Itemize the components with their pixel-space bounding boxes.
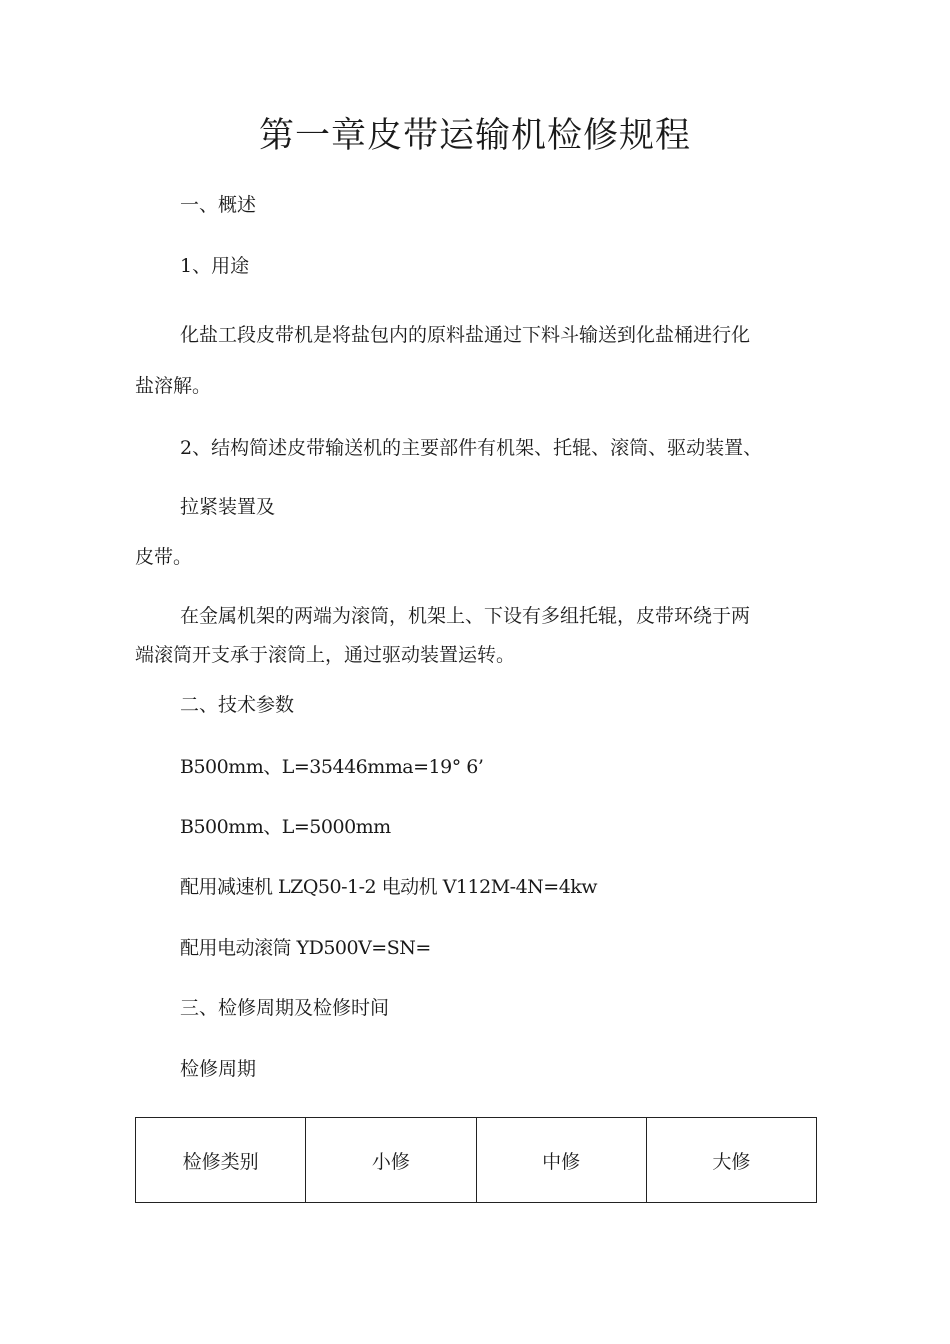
structure-text-line-2: 拉紧装置及 [180, 496, 276, 518]
usage-text-line-1: 化盐工段皮带机是将盐包内的原料盐通过下料斗输送到化盐桶进行化 [180, 324, 751, 346]
maintenance-period-table [135, 1117, 817, 1203]
table-cell-category: 检修类别 [136, 1118, 306, 1203]
parameter-line-1: B500mm、L=35446mma=19° 6’ [180, 756, 484, 778]
structure-text-line-3: 皮带。 [135, 546, 193, 568]
table-cell-minor: 小修 [306, 1118, 476, 1203]
parameter-line-2: B500mm、L=5000mm [180, 816, 391, 838]
section-heading-overview: 一、概述 [180, 194, 257, 216]
table-row [136, 1118, 817, 1203]
period-heading: 检修周期 [180, 1058, 257, 1080]
frame-text-line-2: 端滚筒开支承于滚筒上，通过驱动装置运转。 [135, 644, 516, 666]
table-cell-medium: 中修 [476, 1118, 646, 1203]
usage-text-line-2: 盐溶解。 [135, 375, 212, 397]
parameter-line-4: 配用电动滚筒 YD500V=SN= [180, 937, 431, 959]
section-heading-parameters: 二、技术参数 [180, 694, 295, 716]
structure-text-line-1: 2、结构简述皮带输送机的主要部件有机架、托辊、滚筒、驱动装置、 [180, 437, 763, 459]
table-cell-major: 大修 [646, 1118, 816, 1203]
page-title: 第一章皮带运输机检修规程 [258, 116, 691, 156]
frame-text-line-1: 在金属机架的两端为滚筒，机架上、下设有多组托辊，皮带环绕于两 [180, 605, 751, 627]
section-heading-maintenance: 三、检修周期及检修时间 [180, 997, 390, 1019]
parameter-line-3: 配用减速机 LZQ50-1-2 电动机 V112M-4N=4kw [180, 876, 598, 898]
item-heading-usage: 1、用途 [180, 255, 250, 277]
